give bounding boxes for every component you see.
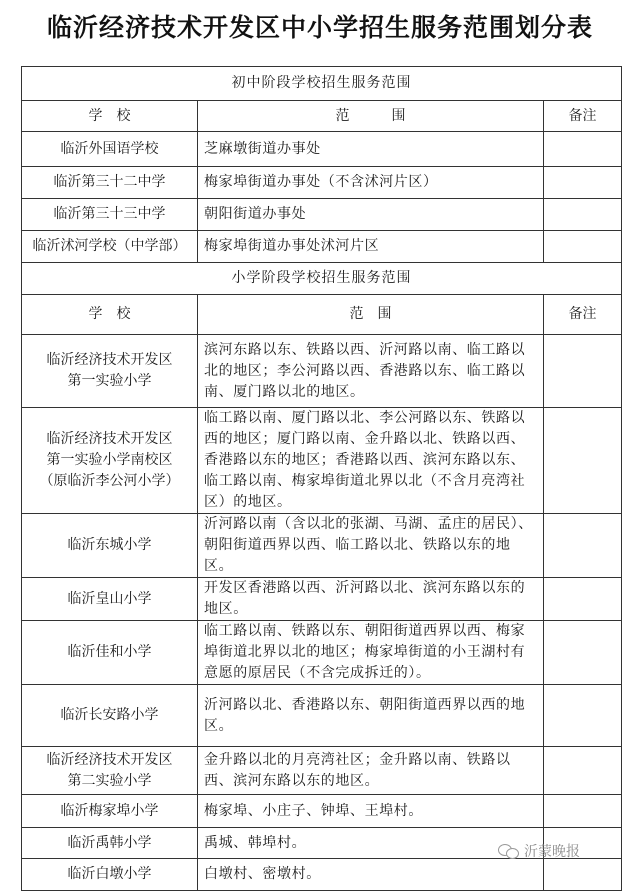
section-title: 初中阶段学校招生服务范围 (22, 67, 622, 101)
header-note: 备注 (544, 101, 622, 132)
table-row (22, 795, 622, 828)
school-name-line: 临沂第三十三中学 (53, 206, 166, 222)
table-row (22, 514, 622, 578)
table-row (22, 132, 622, 167)
range-cell: 白墩村、密墩村。 (198, 859, 544, 891)
note-cell (544, 795, 622, 828)
school-cell (22, 859, 198, 891)
table-row (22, 408, 622, 514)
header-row (22, 295, 622, 335)
school-cell (22, 514, 198, 578)
wechat-icon (498, 842, 520, 860)
school-name-line: 临沂沭河学校（中学部） (32, 238, 187, 254)
range-cell: 沂河路以北、香港路以东、朝阳街道西界以西的地区。 (198, 685, 544, 747)
school-name-line: 临沂东城小学 (67, 537, 152, 553)
note-cell (544, 685, 622, 747)
table-row (22, 747, 622, 795)
header-range: 范 围 (198, 101, 544, 132)
school-name-line: 临沂经济技术开发区 (46, 352, 173, 368)
header-row (22, 101, 622, 132)
section-row (22, 263, 622, 295)
note-cell (544, 514, 622, 578)
header-school: 学 校 (22, 295, 198, 335)
school-cell (22, 685, 198, 747)
range-cell: 梅家埠街道办事处（不含沭河片区） (198, 167, 544, 199)
school-cell (22, 621, 198, 685)
school-name-line: 临沂经济技术开发区 (46, 431, 173, 447)
school-name-line: 临沂经济技术开发区 (46, 751, 173, 768)
header-school: 学 校 (22, 101, 198, 132)
range-cell: 临工路以南、厦门路以北、李公河路以东、铁路以西的地区；厦门路以南、金升路以北、铁路以西、香港路以东的地区；香港路以西、滨河东路以东、临工路以南、梅家埠街道北界以北（不含月亮湾社区）的地区。 (198, 408, 544, 514)
watermark-text: 沂蒙晚报 (524, 844, 580, 860)
table-row (22, 231, 622, 263)
range-cell: 开发区香港路以西、沂河路以北、滨河东路以东的地区。 (198, 578, 544, 621)
school-cell (22, 747, 198, 795)
school-cell (22, 335, 198, 408)
school-cell (22, 167, 198, 199)
note-cell (544, 621, 622, 685)
range-cell: 朝阳街道办事处 (198, 199, 544, 231)
section-title: 小学阶段学校招生服务范围 (22, 263, 622, 295)
note-cell (544, 335, 622, 408)
range-cell: 梅家埠、小庄子、钟埠、王埠村。 (198, 795, 544, 828)
school-cell (22, 132, 198, 167)
school-name-line: 临沂禹韩小学 (67, 834, 152, 851)
school-cell (22, 578, 198, 621)
school-name-line: 临沂第三十二中学 (53, 174, 166, 190)
range-cell: 金升路以北的月亮湾社区；金升路以南、铁路以西、滨河东路以东的地区。 (198, 747, 544, 795)
table-row (22, 621, 622, 685)
enrollment-table (21, 66, 622, 891)
school-name-line: 临沂佳和小学 (67, 644, 152, 660)
note-cell (544, 132, 622, 167)
note-cell (544, 231, 622, 263)
school-cell (22, 199, 198, 231)
range-cell: 梅家埠街道办事处沭河片区 (198, 231, 544, 263)
note-cell (544, 747, 622, 795)
school-name-line: 临沂梅家埠小学 (60, 802, 159, 819)
range-cell: 滨河东路以东、铁路以西、沂河路以南、临工路以北的地区；李公河路以西、香港路以东、临工路以南、厦门路以北的地区。 (198, 335, 544, 408)
school-cell (22, 231, 198, 263)
school-cell (22, 408, 198, 514)
note-cell (544, 199, 622, 231)
section-row (22, 67, 622, 101)
table-row (22, 578, 622, 621)
school-name-line: 临沂白墩小学 (67, 866, 152, 882)
school-name-line: （原临沂李公河小学） (39, 473, 180, 489)
note-cell (544, 408, 622, 514)
note-cell (544, 578, 622, 621)
school-name-line: 第一实验小学南校区 (46, 452, 173, 468)
header-note: 备注 (544, 295, 622, 335)
school-name-line: 临沂皇山小学 (67, 590, 152, 607)
table-row (22, 685, 622, 747)
table-row (22, 199, 622, 231)
table-row (22, 167, 622, 199)
range-cell: 沂河路以南（含以北的张湖、马湖、孟庄的居民）、朝阳街道西界以西、临工路以北、铁路以东的地区。 (198, 514, 544, 578)
range-cell: 临工路以南、铁路以东、朝阳街道西界以西、梅家埠街道北界以北的地区；梅家埠街道的小王湖村有意愿的原居民（不含完成拆迁的）。 (198, 621, 544, 685)
school-name-line: 临沂长安路小学 (60, 707, 159, 723)
page-title: 临沂经济技术开发区中小学招生服务范围划分表 (46, 13, 593, 42)
table-row (22, 335, 622, 408)
school-cell (22, 795, 198, 828)
school-name-line: 第二实验小学 (67, 772, 152, 789)
school-name-line: 临沂外国语学校 (60, 140, 159, 157)
school-cell (22, 828, 198, 859)
header-range: 范 围 (198, 295, 544, 335)
watermark (498, 836, 638, 866)
range-cell: 禹城、韩埠村。 (198, 828, 544, 859)
note-cell (544, 167, 622, 199)
range-cell: 芝麻墩街道办事处 (198, 132, 544, 167)
school-name-line: 第一实验小学 (67, 373, 152, 389)
